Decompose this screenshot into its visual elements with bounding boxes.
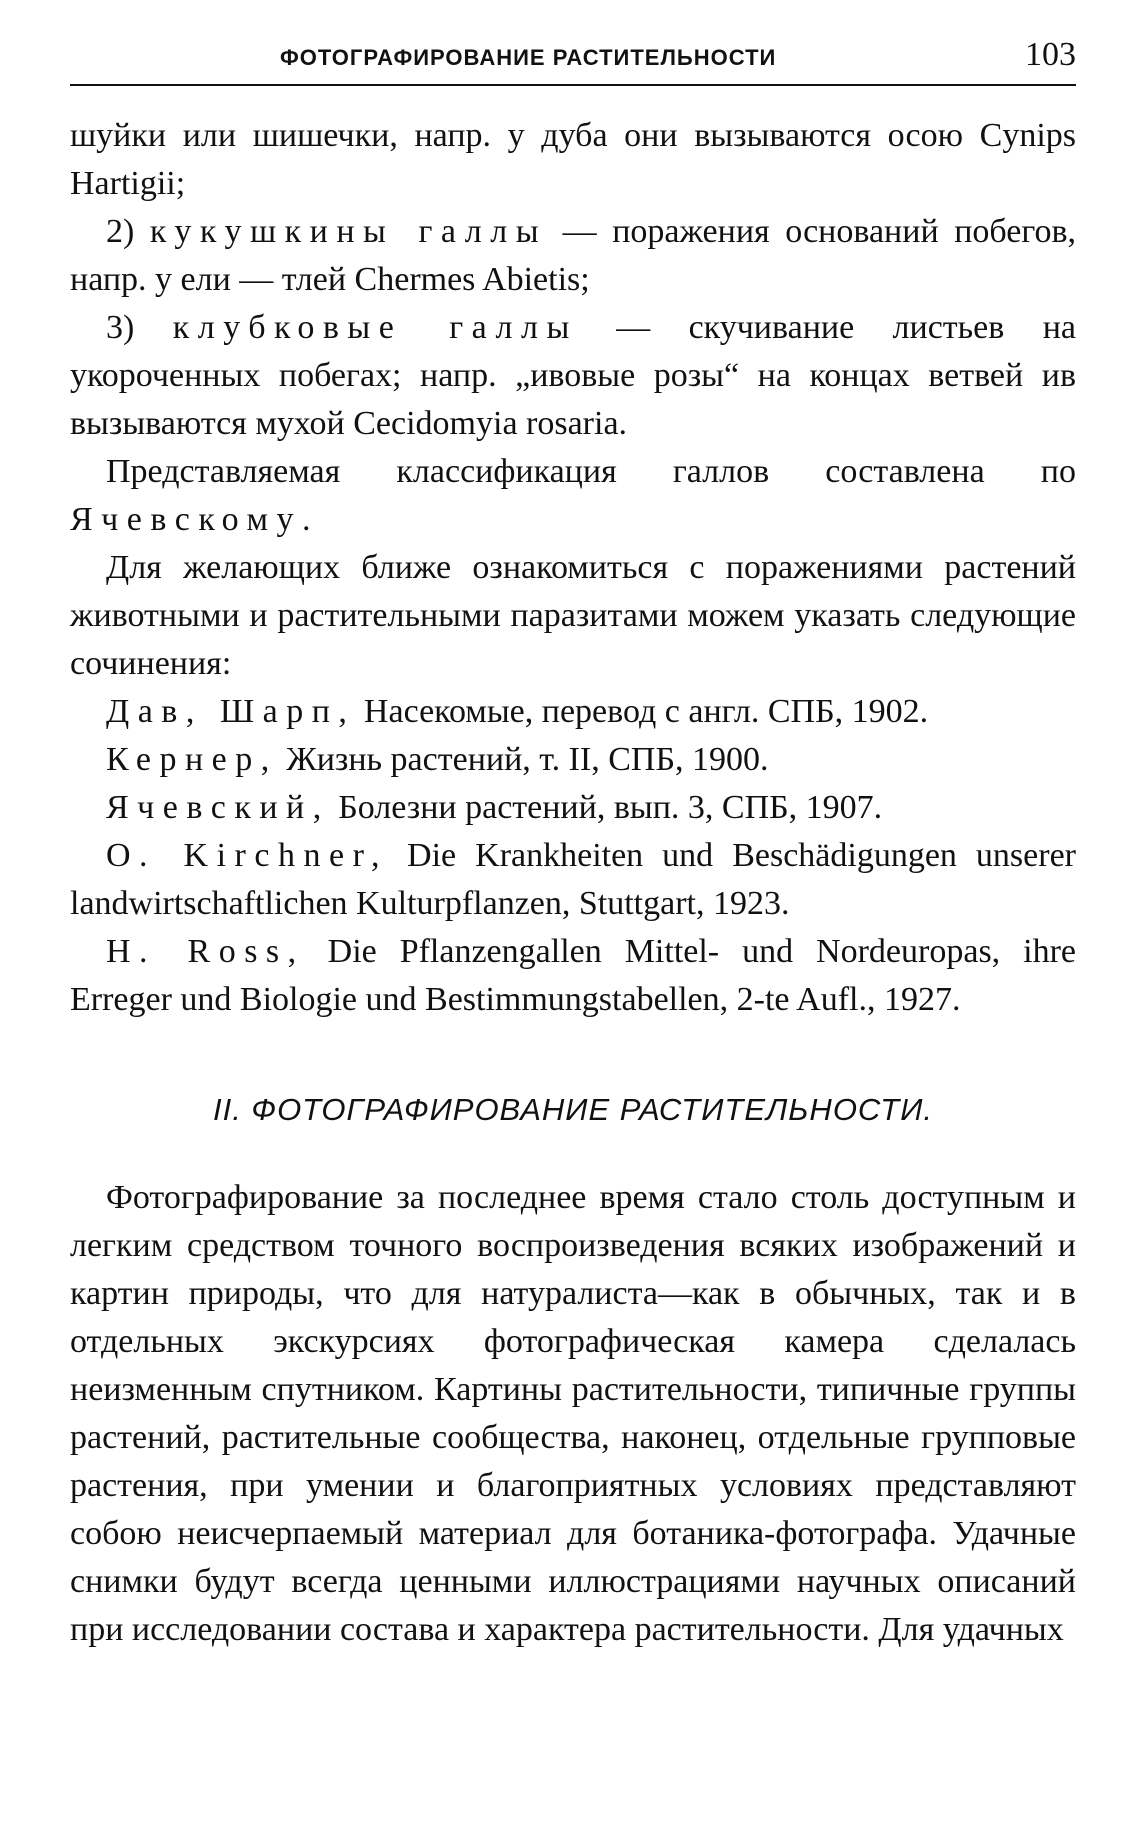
- paragraph-classification: [70, 448, 1076, 544]
- paragraph-ball-galls: [70, 304, 1076, 448]
- reference-item: [70, 784, 1076, 832]
- term-definition: — поражения оснований побегов, напр. у ели — тлей Chermes Abietis;: [70, 213, 1076, 298]
- running-head: [70, 36, 1076, 86]
- list-number: 2): [106, 213, 150, 250]
- paragraph-literature-intro: Для желающих ближе ознакомиться с поражениями растений животными и растительными паразитами можем указать следующие сочинения:: [70, 549, 1076, 682]
- reference-item: [70, 832, 1076, 928]
- list-number: 3): [106, 309, 173, 346]
- reference-text: Жизнь растений, т. II, СПБ, 1900.: [277, 741, 769, 778]
- reference-item: [70, 928, 1076, 1024]
- reference-list: [70, 688, 1076, 1024]
- paragraph-galls-continued: шуйки или шишечки, напр. у дуба они вызываются осою Cynips Hartigii;: [70, 117, 1076, 202]
- reference-author: Ячевский,: [106, 789, 330, 826]
- reference-text: Die Pflanzengallen Mittel- und Nordeuropas, ihre Erreger und Biologie und Bestimmungstabellen, 2-te Aufl., 1927.: [70, 933, 1076, 1018]
- text-run: Представляемая классификация галлов составлена по: [106, 453, 1076, 490]
- term-spaced: клубковые галлы: [172, 309, 578, 346]
- reference-text: Насекомые, перевод с англ. СПБ, 1902.: [355, 693, 929, 730]
- term-spaced: кукушкины галлы: [149, 213, 548, 250]
- reference-author: Кернер,: [106, 741, 278, 778]
- paragraph-photography: Фотографирование за последнее время стало столь доступным и легким средством точного воспроизведения всяких изображений и картин природы, что для натуралиста—как в обычных, так и в отдельных экскурсиях фотографическая камера сделалась неизменным спутником. Картины растительности, типичные группы растений, растительные сообщества, наконец, отдельные групповые растения, при умении и благоприятных условиях представляют собою неисчерпаемый материал для ботаника-фотографа. Удачные снимки будут всегда ценными иллюстрациями научных описаний при исследовании состава и характера растительности. Для удачных: [70, 1179, 1076, 1648]
- section-heading: II. ФОТОГРАФИРОВАНИЕ РАСТИТЕЛЬНОСТИ.: [212, 1092, 934, 1127]
- running-title: ФОТОГРАФИРОВАНИЕ РАСТИТЕЛЬНОСТИ: [280, 45, 777, 70]
- author-name-spaced: Ячевскому: [70, 501, 302, 538]
- term-definition: — скучивание листьев на укороченных побегах; напр. „ивовые розы“ на концах ветвей ив вызываются мухой Cecidomyia rosaria.: [70, 309, 1076, 442]
- reference-author: H. Ross,: [106, 933, 305, 970]
- body-text: [70, 112, 1076, 1654]
- reference-text: Die Krankheiten und Beschädigungen unserer landwirtschaftlichen Kulturpflanzen, Stuttgart, 1923.: [70, 837, 1076, 922]
- reference-item: [70, 688, 1076, 736]
- text-run: .: [301, 501, 311, 538]
- page-number: 103: [1025, 36, 1076, 73]
- reference-text: Болезни растений, вып. 3, СПБ, 1907.: [329, 789, 883, 826]
- reference-author: O. Kirchner,: [106, 837, 389, 874]
- reference-item: [70, 736, 1076, 784]
- paragraph-cuckoo-galls: [70, 208, 1076, 304]
- reference-author: Дав, Шарп,: [106, 693, 356, 730]
